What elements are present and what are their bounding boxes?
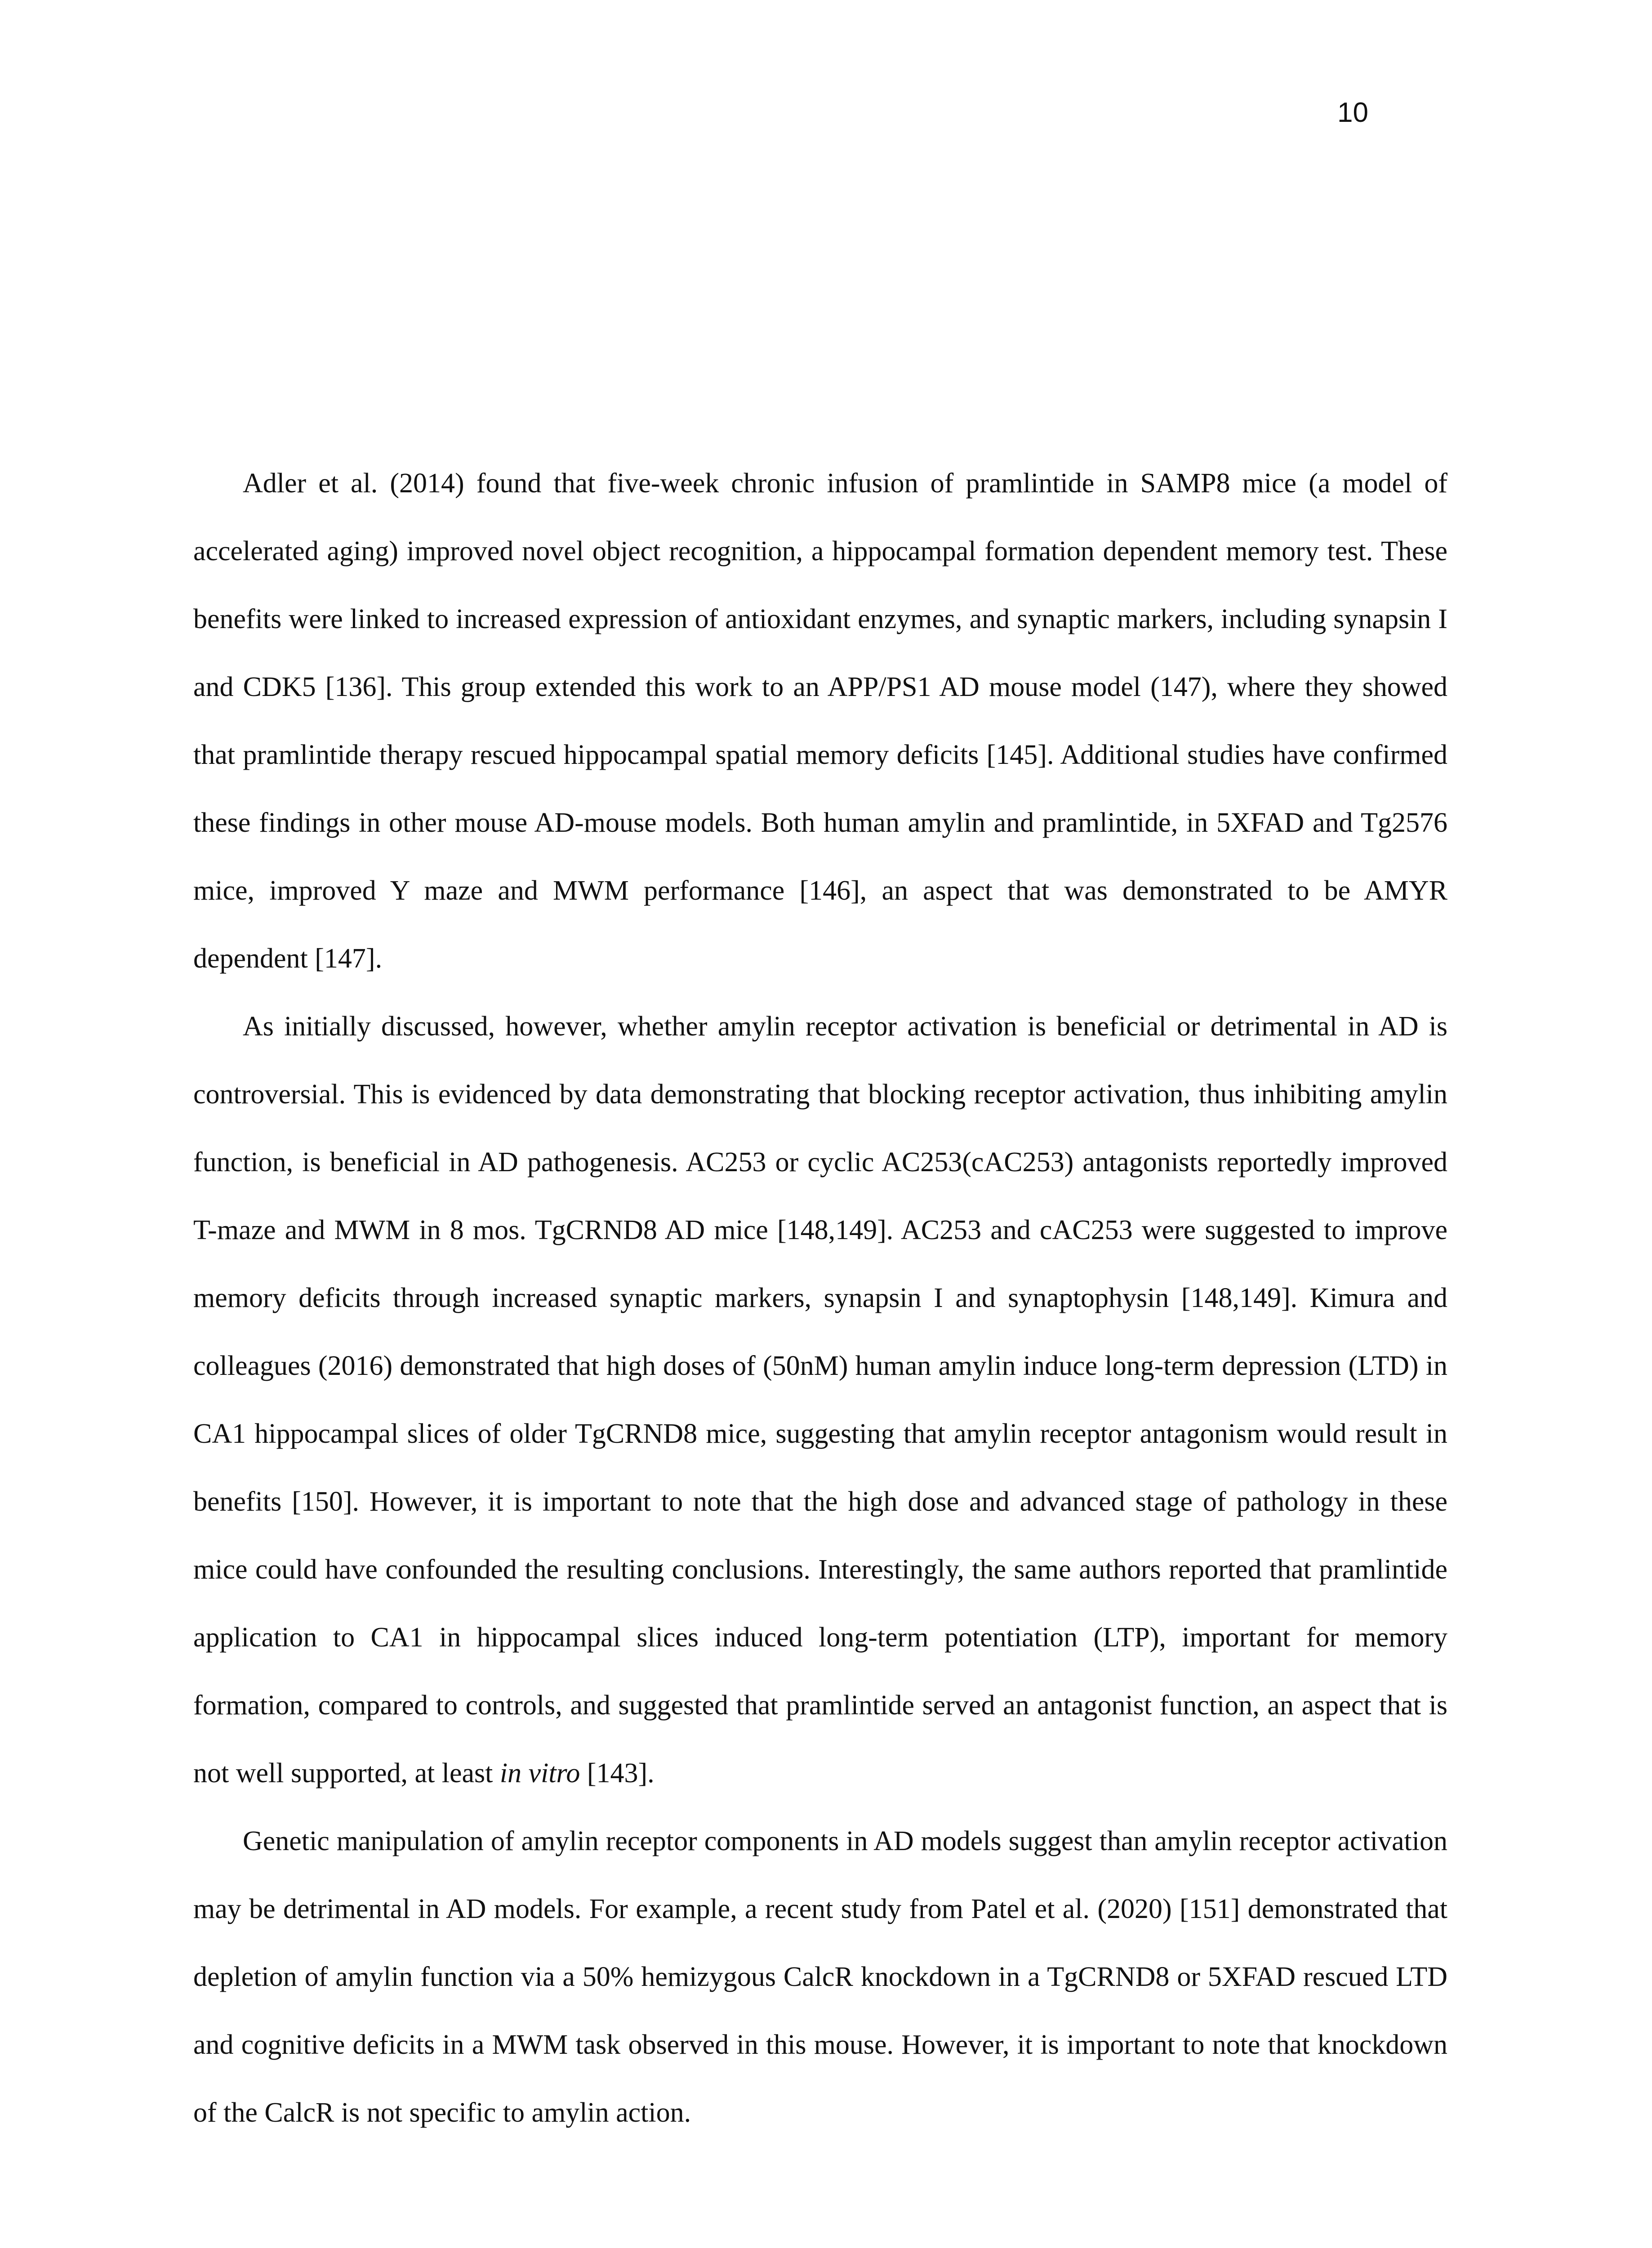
paragraph-3: Genetic manipulation of amylin receptor components in AD models suggest than amylin receptor activation may be detrimental in AD models. For example, a recent study from Patel et al. (2020) [151] demonstrated that depletion of amylin function via a 50% hemizygous CalcR knockdown in a TgCRND8 or 5XFAD rescued LTD and cognitive deficits in a MWM task observed in this mouse. However, it is important to note that knockdown of the CalcR is not specific to amylin action. [193,1826,1447,2128]
paragraph-2-italic: in vitro [499,1758,580,1789]
paragraph-1: Adler et al. (2014) found that five-week chronic infusion of pramlintide in SAMP8 mice (a model of accelerated aging) improved novel object recognition, a hippocampal formation dependent memory test. These benefits were linked to increased expression of antioxidant enzymes, and synaptic markers, including synapsin I and CDK5 [136]. This group extended this work to an APP/PS1 AD mouse model (147), where they showed that pramlintide therapy rescued hippocampal spatial memory deficits [145]. Additional studies have confirmed these findings in other mouse AD-mouse models. Both human amylin and pramlintide, in 5XFAD and Tg2576 mice, improved Y maze and MWM performance [146], an aspect that was demonstrated to be AMYR dependent [147]. [193,468,1447,974]
paragraph-2-text: As initially discussed, however, whether amylin receptor activation is beneficial or detrimental in AD is controversial. This is evidenced by data demonstrating that blocking receptor activation, thus inhibiting amylin function, is beneficial in AD pathogenesis. AC253 or cyclic AC253(cAC253) antagonists reportedly improved T-maze and MWM in 8 mos. TgCRND8 AD mice [148,149]. AC253 and cAC253 were suggested to improve memory deficits through increased synaptic markers, synapsin I and synaptophysin [148,149]. Kimura and colleagues (2016) demonstrated that high doses of (50nM) human amylin induce long-term depression (LTD) in CA1 hippocampal slices of older TgCRND8 mice, suggesting that amylin receptor antagonism would result in benefits [150]. However, it is important to note that the high dose and advanced stage of pathology in these mice could have confounded the resulting conclusions. Interestingly, the same authors reported that pramlintide application to CA1 in hippocampal slices induced long-term potentiation (LTP), important for memory formation, compared to controls, and suggested that pramlintide served an antagonist function, an aspect that is not well supported, at least [193,1011,1447,1789]
paragraph-2-text-after: [143]. [580,1758,655,1789]
page-number: 10 [1337,97,1368,128]
paragraph-2 [193,993,1447,1807]
body-text [193,450,1447,2147]
